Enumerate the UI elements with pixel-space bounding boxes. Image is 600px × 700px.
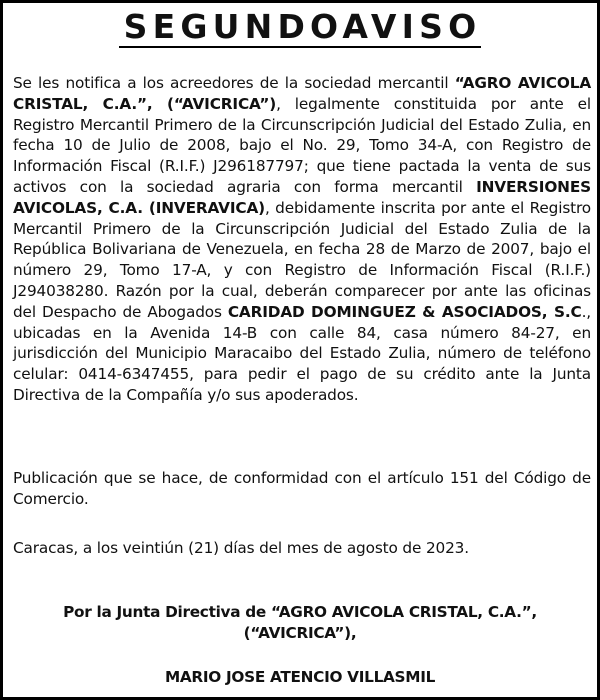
law-firm-name: CARIDAD DOMINGUEZ & ASOCIADOS, S.C [227, 302, 582, 321]
signatory-name: MARIO JOSE ATENCIO VILLASMIL [164, 668, 436, 686]
notice-title [3, 7, 597, 48]
notice-paragraph-publication: Publicación que se hace, de conformidad con el artículo 151 del Código de Comercio. [13, 469, 591, 508]
notice-date-line: Caracas, a los veintiún (21) días del mes de agosto de 2023. [13, 539, 469, 557]
company-name-seller: “AGRO AVICOLA CRISTAL, C.A.”, (“AVICRICA”) [13, 74, 592, 113]
paragraph-text: , debidamente inscrita por ante el Registro Mercantil Primero de la Circunscripción Judicial del Estado Zulia de la República Bolivariana de Venezuela, en fecha 28 de Marzo de 2007, bajo el número 29, Tomo 17-A, y con Registro de Información Fiscal (R.I.F.) J294038280. Razón por la cual, deberán comparecer por ante las oficinas del Despacho de Abogados [13, 198, 591, 321]
company-name-buyer: INVERSIONES AVICOLAS, C.A. (INVERAVICA) [13, 177, 591, 217]
notice-paragraph-main [13, 73, 591, 406]
signature-line-2: (“AVICRICA”), [243, 624, 357, 642]
signature-line-1: Por la Junta Directiva de “AGRO AVICOLA CRISTAL, C.A.”, [63, 603, 537, 621]
paragraph-text: Se les notifica a los acreedores de la sociedad mercantil [13, 74, 455, 92]
paragraph-text: ., ubicadas en la Avenida 14-B con calle 84, casa número 84-27, en jurisdicción del Municipio Maracaibo del Estado Zulia, número de teléfono celular: 0414-6347455, para pedir el pago de su crédito ante la Junta Directiva de la Compañía y/o sus apoderados. [13, 302, 592, 404]
notice-title-text: SEGUNDOAVISO [119, 8, 482, 48]
signature-block [3, 602, 597, 644]
paragraph-text: , legalmente constituida por ante el Registro Mercantil Primero de la Circunscripción Judicial del Estado Zulia, en fecha 10 de Julio de 2008, bajo el No. 29, Tomo 34-A, con Registro de Información Fiscal (R.I.F.) J296187797; que tiene pactada la venta de sus activos con la sociedad agraria con forma mercantil [13, 94, 592, 196]
